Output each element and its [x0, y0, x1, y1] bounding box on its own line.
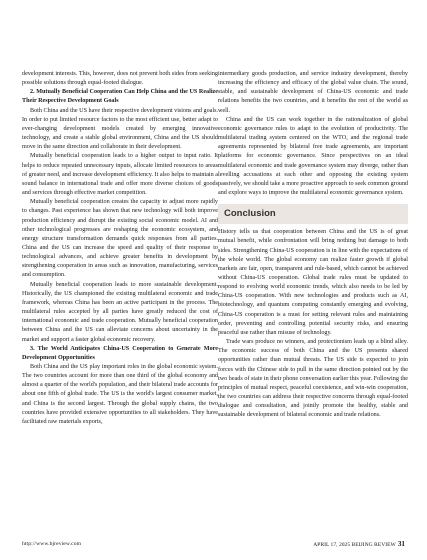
page-top-margin — [0, 0, 427, 10]
paragraph: China and the US can work together in the rationalization of global economic governance rules to adapt to the evolution of productivity. The multilateral trading system centered on the WTO, and the regional trade agreements represented by bilateral free trade agreements, are important platforms for economic governance. Since perspectives on an ideal multilateral economic and trade governance system may diverge, rather than levelling accusations at each other and opposing the existing system passively, we should take a more proactive approach to seek common ground and explore ways to improve the multilateral economic governance system. — [218, 116, 408, 197]
footer-publication-info — [313, 540, 405, 548]
paragraph: Both China and the US have their respective development visions and goals. In order to put limited resource factors to the most efficient use, better adapt to ever-changing development models created by emerging innovative technology, and create a stable global environment, China and the US should move in the same direction and collaborate in their development. — [22, 107, 218, 151]
section-heading: 3. The World Anticipates China-US Cooperation to Generate More Development Opportunities — [22, 345, 218, 361]
section-heading: 2. Mutually Beneficial Cooperation Can Help China and the US Realize Their Respective Development Goals — [22, 89, 218, 105]
paragraph: Both China and the US play important roles in the global economic system. The two countries account for more than one third of the global economy and almost a quarter of the world's population, and their bilateral trade accounts for about one fifth of global trade. The US is the world's largest consumer market, and China is the second largest. Through the global supply chains, the two countries have provided extensive opportunities to all stakeholders. They have facilitated raw materials exports, — [22, 364, 218, 425]
page-number: 31 — [397, 540, 405, 548]
right-column — [218, 70, 408, 420]
paragraph: Trade wars produce no winners, and protectionism leads up a blind alley. The economic success of both China and the US presents shared opportunities rather than mutual threats. The US side is expected to join forces with the Chinese side to pull in the same direction pointed out by the two heads of state in their phone conversation earlier this year. Following the principles of mutual respect, peaceful coexistence, and win-win cooperation, the two countries can address their respective concerns through equal-footed dialogue and consultation, and jointly promote the healthy, stable and sustainable development of bilateral economic and trade relations. — [218, 339, 408, 419]
footer-url[interactable]: http://www.bjreview.com — [22, 541, 82, 547]
paragraph: Mutually beneficial cooperation leads to more sustainable development. Historically, the US championed the existing multilateral economic and trade framework, whereas China has been an active participant in the process. The multilateral rules accepted by all parties have greatly reduced the cost of international economic and trade cooperation. Mutually beneficial cooperation between China and the US can alleviate concerns about uncertainty in the market and support a faster global economic recovery. — [22, 281, 218, 343]
paragraph: Mutually beneficial cooperation creates the capacity to adjust more rapidly to changes. Past experience has shown that new technology will both improve production efficiency and disrupt the existing social economic model. AI and other technological progresses are reshaping the economic ecosystem, and energy structure transformation demands quick responses from all parties. China and the US can increase the speed and quality of their response to technological advances, and achieve greater benefits in development by strengthening cooperation in areas such as innovation, manufacturing, services and consumption. — [22, 199, 218, 279]
paragraph: intermediary goods production, and service industry development, thereby increasing the efficiency and efficacy of the global value chain. The sound, stable, and sustainable development of China-US economic and trade relations benefits the two countries, and it benefits the rest of the world as well. — [218, 71, 408, 114]
footer-date-publication: APRIL 17, 2025 BEIJING REVIEW — [313, 542, 396, 548]
paragraph: History tells us that cooperation between China and the US is of great mutual benefit, while confrontation will bring nothing but damage to both sides. Strengthening China-US cooperation is in line with the expectations of the whole world. The global economy can realize faster growth if global markets are fair, open, transparent and rule-based, which cannot be achieved without China-US cooperation. Global trade rules must be updated to respond to evolving world economic trends, which also needs to be led by China-US cooperation. With new technologies and products such as AI, biotechnology, and quantum computing constantly emerging and evolving, China-US cooperation is a must for setting relevant rules and maintaining order, preventing and controlling potential security risks, and ensuring peaceful use rather than misuse of technology. — [218, 229, 408, 336]
paragraph: Mutually beneficial cooperation leads to a higher output to input ratio. It helps to reduce repeated unnecessary inputs, allocate limited resources to areas of greater need, and increase development efficiency. It also helps to maintain a sound balance in international trade and offer more diverse choices of goods and services through effective market competition. — [22, 153, 218, 197]
paragraph: development interests. This, however, does not prevent both sides from seeking possible solutions through equal-footed dialogue. — [22, 71, 218, 87]
left-column — [22, 70, 218, 427]
conclusion-heading: Conclusion — [218, 204, 408, 224]
